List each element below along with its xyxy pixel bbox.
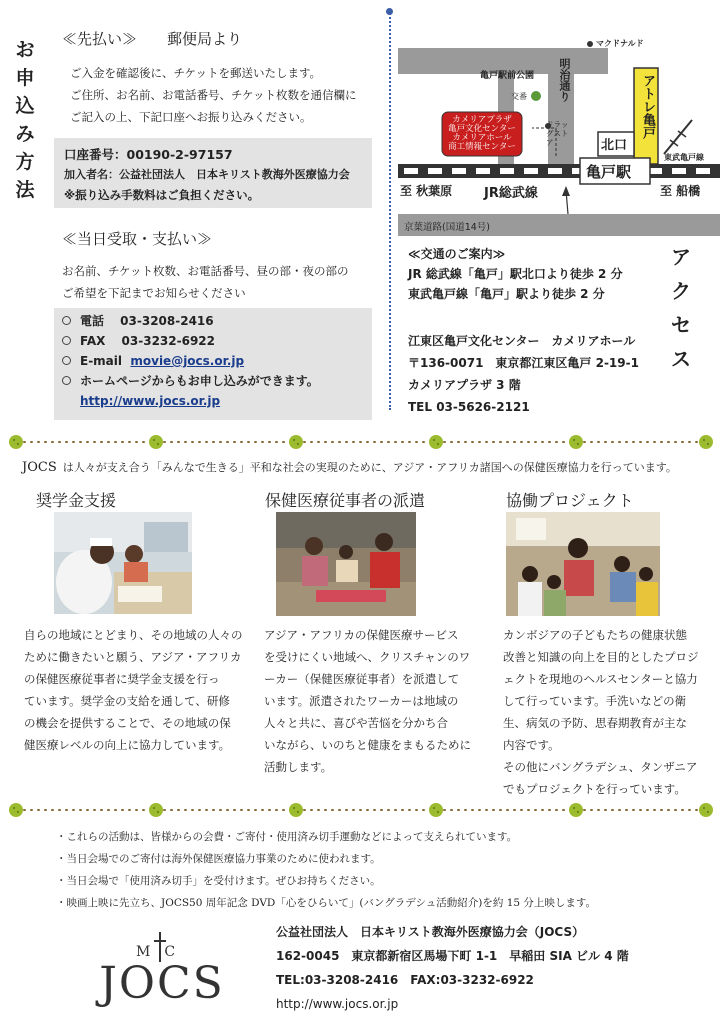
intro-text: JOCS は人々が支え合う「みんなで生きる」平和な社会の実現のために、アジア・アフリカ諸国への保健医療協力を行っています。	[22, 460, 677, 475]
footer-contact	[276, 920, 716, 1016]
note-item: ・当日会場でのご寄付は海外保健医療協力事業のために使われます。	[56, 853, 381, 865]
column-scholarship-title: 奨学金支援	[36, 491, 117, 510]
footer-url[interactable]: http://www.jocs.or.jp	[276, 997, 399, 1011]
column-divider	[389, 10, 391, 410]
photo-project	[506, 512, 660, 616]
logo-mc: MC	[136, 944, 190, 960]
photo-scholarship	[54, 512, 192, 614]
note-item: ・当日会場で「使用済み切手」を受付けます。ぜひお持ちください。	[56, 875, 381, 887]
account-number: 口座番号：00190-2-97157	[64, 147, 233, 162]
fee-note: ※振り込み手数料はご負担ください。	[64, 188, 260, 202]
map-drugstore: ドラッグストア	[546, 120, 569, 147]
notes-list	[56, 826, 716, 914]
transit-tobu: 東武亀戸線「亀戸」駅より徒歩 2 分	[408, 287, 605, 301]
decorative-border-top	[0, 432, 724, 452]
venue-tel: TEL 03-5626-2121	[408, 400, 530, 414]
map-kitaguchi: 北口	[601, 138, 628, 153]
venue-building: カメリアプラザ 3 階	[408, 378, 521, 392]
ondays-title: ≪当日受取・支払い≫	[62, 230, 213, 248]
intro-org: JOCS	[22, 460, 57, 475]
column-project-title: 協働プロジェクト	[506, 491, 634, 510]
contact-tel: 電話 03-3208-2416	[54, 311, 372, 331]
apply-vertical-title: お 申 込 み 方 法	[15, 39, 35, 201]
venue-name: 江東区亀戸文化センター カメリアホール	[408, 334, 636, 348]
footer-address: 162-0045 東京都新宿区馬場下町 1-1 早稲田 SIA ビル 4 階	[276, 949, 629, 963]
column-project-text: カンボジアの子どもたちの健康状態 改善と知識の向上を目的としたプロジ ェクトを現地のヘルスセンターと協力 して行っています。手洗いなどの衛 生、病気の予防、思春期教育が主な 内容です。 その他にバングラデシュ、タンザニア でもプロジェクトを行っています。	[503, 628, 699, 796]
prepay-title: ≪先払い≫ 郵便局より	[62, 30, 243, 48]
account-box	[54, 138, 372, 208]
jocs-logo	[92, 932, 232, 1012]
access-venue-info	[408, 330, 668, 418]
column-dispatch-text: アジア・アフリカの保健医療サービス を受けにくい地域へ、クリスチャンのワ ーカー（保健医療従事者）を派遣して います。派遣されたワーカーは地域の 人々と共に、喜びや苦悩を分かち合 いながら、いのちと健康をまもるために 活動します。	[264, 628, 471, 774]
contact-box	[54, 308, 372, 420]
note-item: ・映画上映に先立ち、JOCS50 周年記念 DVD「心をひらいて」(バングラデシュ活動紹介)を約 15 分上映します。	[56, 897, 597, 909]
map-to-akihabara: 至 秋葉原	[400, 184, 453, 198]
footer-telfax: TEL:03-3208-2416 FAX:03-3232-6922	[276, 973, 534, 987]
column-scholarship-text: 自らの地域にとどまり、その地域の人々の ために働きたいと願う、アジア・アフリカ の保健医療従事者に奨学金支援を行っ ています。奨学金の支給を通して、研修 の機会を提供することで、その地域の保 健医療レベルの向上に協力しています。	[24, 628, 243, 752]
map-meiji-street: 明治通り	[558, 58, 571, 102]
access-map	[398, 28, 720, 236]
access-transit	[408, 244, 658, 304]
venue-address: 〒136-0071 東京都江東区亀戸 2-19-1	[408, 356, 639, 370]
decorative-border-bottom	[0, 800, 724, 820]
contact-web: ホームページからもお申し込みができます。	[54, 371, 372, 391]
prepay-text: ご入金を確認後に、チケットを郵送いたします。 ご住所、お名前、お電話番号、チケット枚数を通信欄に ご記入の上、下記口座へお振り込みください。	[70, 66, 357, 124]
photo-dispatch	[276, 512, 416, 616]
map-atre: アトレ亀戸	[640, 74, 655, 139]
contact-url-row	[54, 391, 372, 411]
map-tobu-station: 東武亀戸線	[664, 153, 704, 162]
footer-org: 公益社団法人 日本キリスト教海外医療協力会（JOCS）	[276, 925, 585, 939]
transit-title: ≪交通のご案内≫	[408, 247, 506, 261]
column-dispatch-title: 保健医療従事者の派遣	[265, 491, 426, 510]
map-station: 亀戸駅	[586, 163, 632, 181]
map-venue-label: カメリアプラザ 亀戸文化センター カメリアホール 商工情報センター	[448, 115, 516, 152]
map-park: 亀戸駅前公園	[480, 71, 535, 81]
ondays-text: お名前、チケット枚数、お電話番号、昼の部・夜の部の ご希望を下記までお知らせください	[62, 264, 349, 300]
map-road: 京葉道路(国道14号)	[404, 222, 491, 233]
divider-dot-top	[386, 8, 393, 15]
note-item: ・これらの活動は、皆様からの会費・ご寄付・使用済み切手運動などによって支えられています。	[56, 831, 518, 843]
map-jr-line: JR総武線	[484, 186, 538, 201]
account-name: 加入者名：公益社団法人 日本キリスト教海外医療協力会	[64, 168, 350, 181]
contact-fax: FAX 03-3232-6922	[54, 331, 372, 351]
contact-email: E-mail movie@jocs.or.jp	[54, 351, 372, 371]
map-to-funabashi: 至 船橋	[660, 184, 701, 198]
website-link[interactable]: http://www.jocs.or.jp	[80, 394, 221, 408]
map-koban: 交番	[511, 92, 527, 101]
map-mcdonalds: マクドナルド	[596, 39, 644, 48]
logo-text: JOCS	[99, 958, 225, 1009]
access-vertical-title: ア ク セ ス	[671, 245, 691, 371]
email-link[interactable]: movie@jocs.or.jp	[130, 354, 245, 368]
transit-jr: JR 総武線「亀戸」駅北口より徒歩 2 分	[408, 267, 623, 281]
